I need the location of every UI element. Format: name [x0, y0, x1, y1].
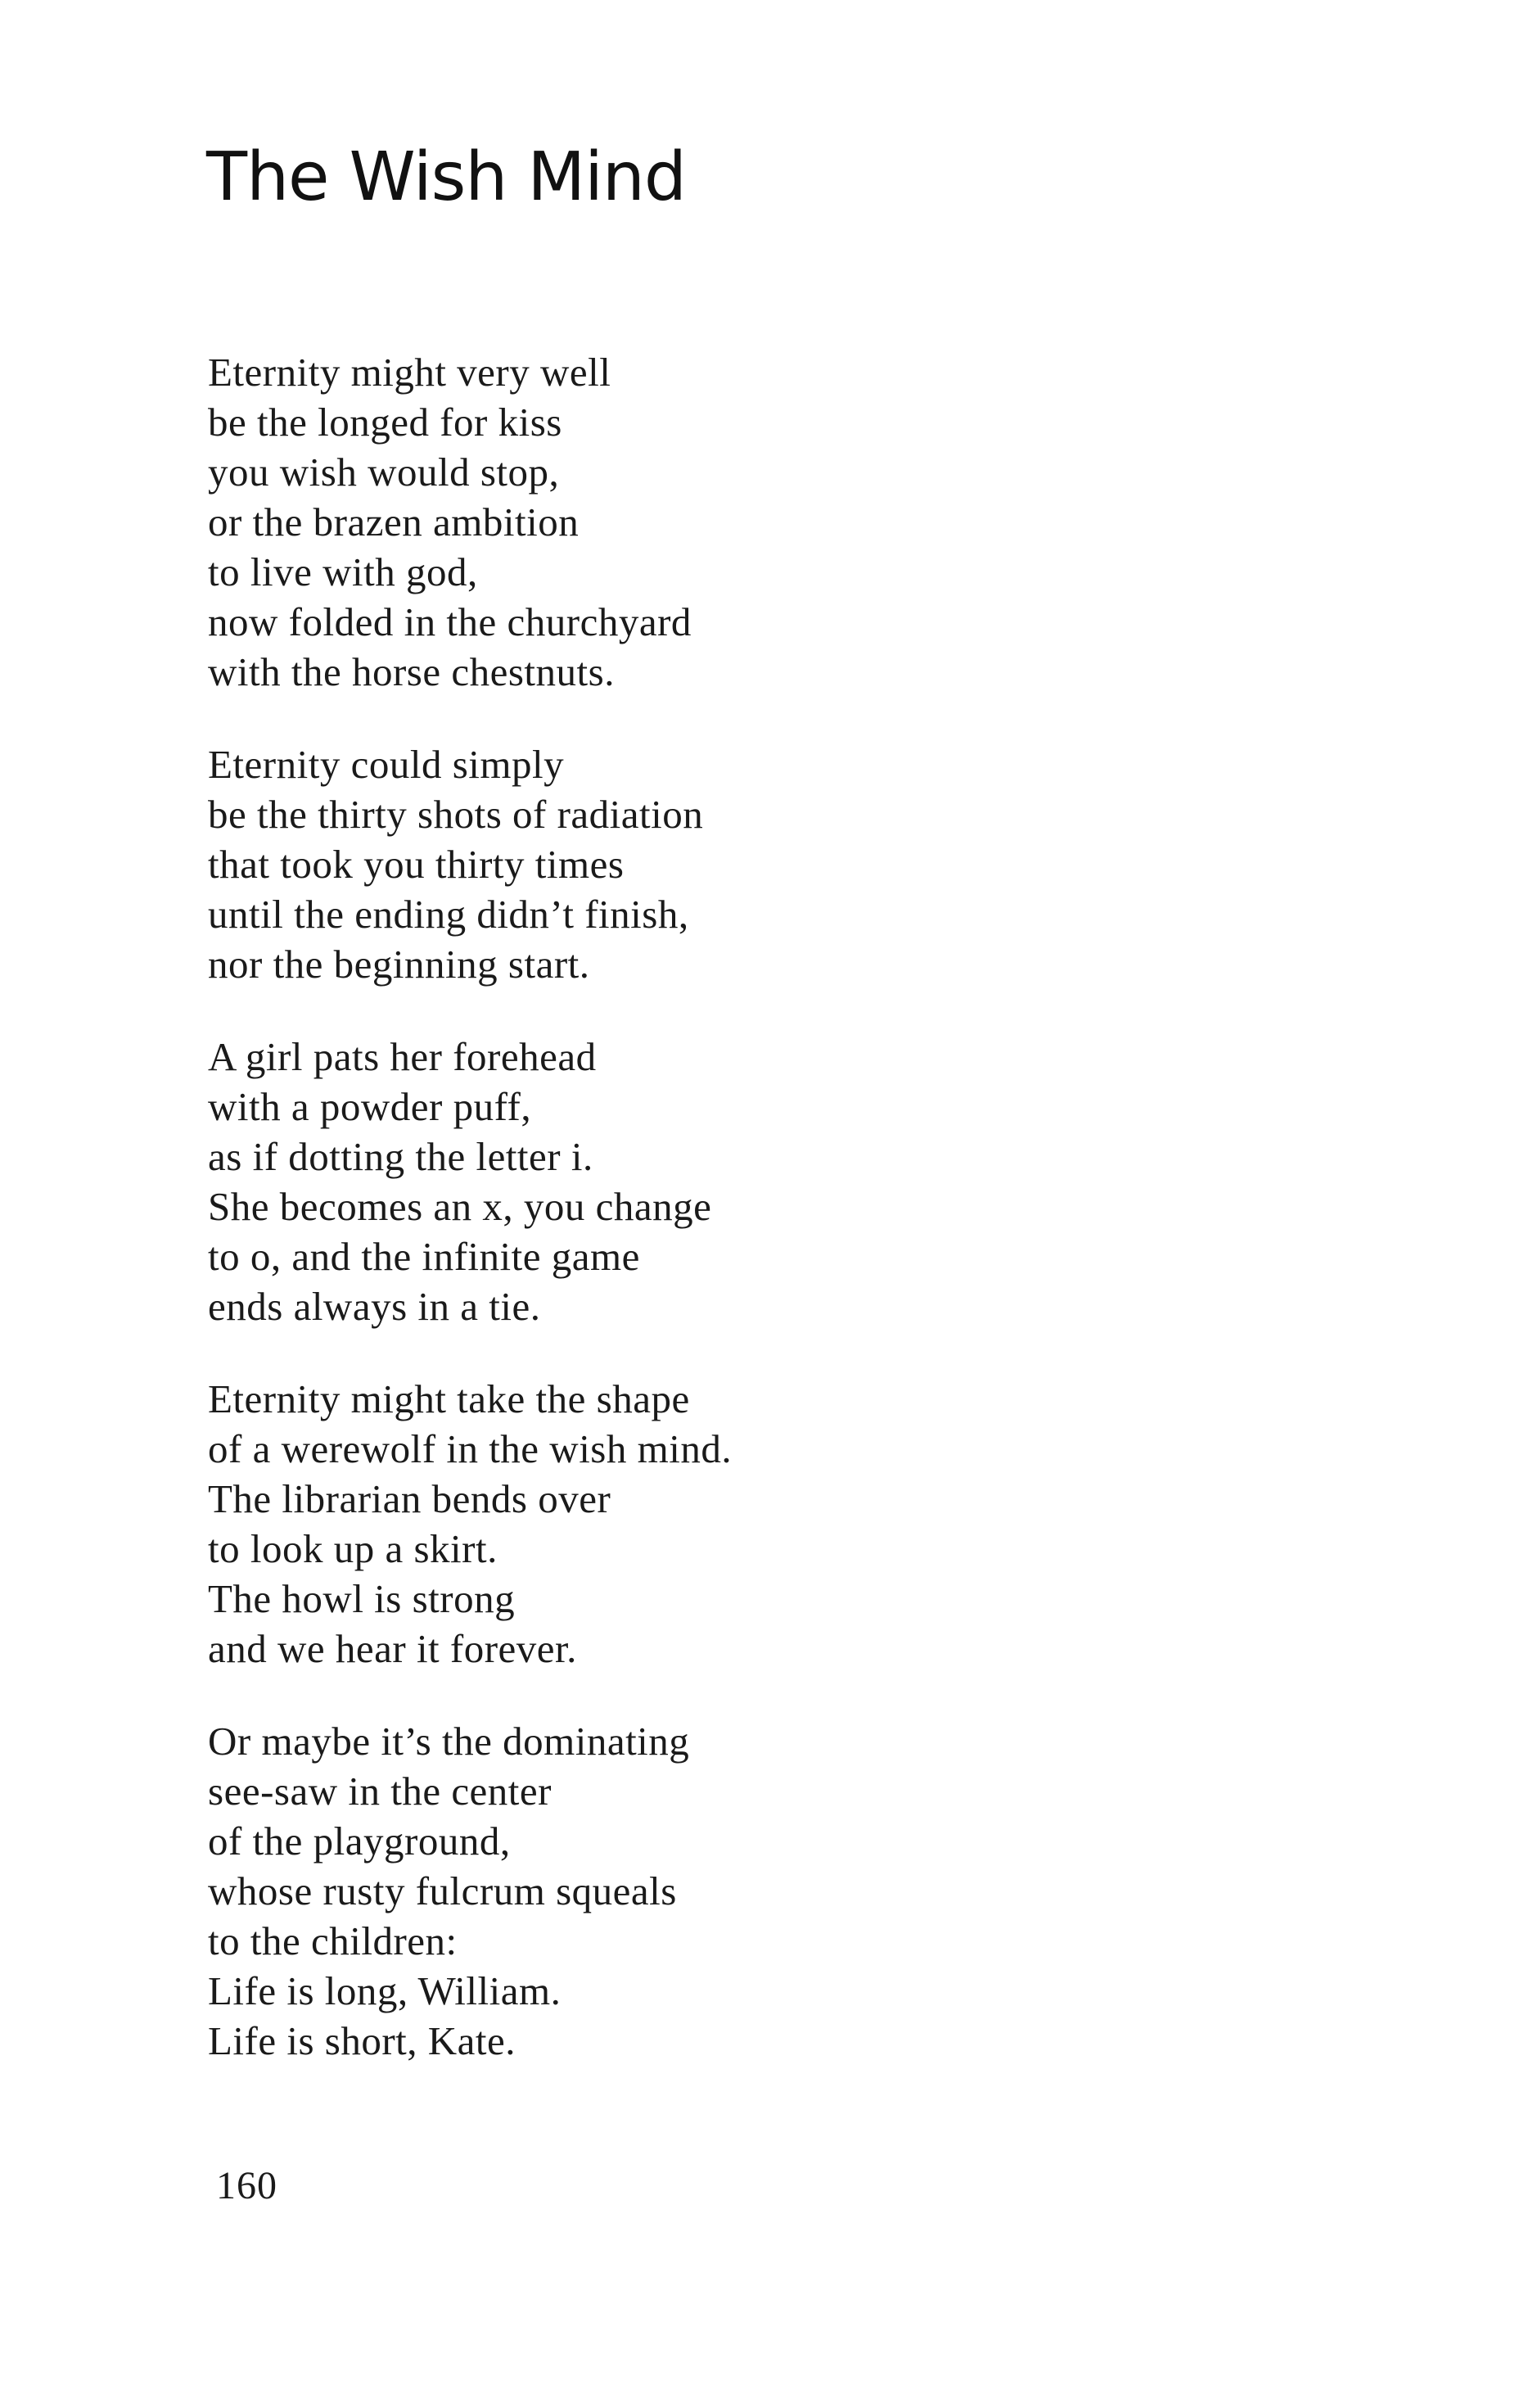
poem-line: Eternity might very well: [208, 350, 611, 395]
poem-line: Life is long, William.: [208, 1968, 562, 2013]
poem-line: ends always in a tie.: [208, 1284, 541, 1329]
poem-line: you wish would stop,: [208, 450, 560, 495]
poem-line: nor the beginning start.: [208, 942, 590, 987]
poem-line: and we hear it forever.: [208, 1626, 577, 1671]
poem-line: Life is short, Kate.: [208, 2018, 516, 2063]
poem-line: of the playground,: [208, 1818, 511, 1864]
stanza-2: [208, 739, 1354, 989]
poem-line: that took you thirty times: [208, 842, 625, 887]
stanza-1: [208, 347, 1354, 697]
poem-line: of a werewolf in the wish mind.: [208, 1426, 733, 1471]
poem-line: to the children:: [208, 1918, 458, 1963]
poem-line: with a powder puff,: [208, 1084, 532, 1129]
poem-line: whose rusty fulcrum squeals: [208, 1868, 677, 1913]
poem-line: Eternity might take the shape: [208, 1376, 690, 1421]
poem-line: She becomes an x, you change: [208, 1184, 712, 1229]
poem-line: as if dotting the letter i.: [208, 1134, 593, 1179]
poem-line: be the thirty shots of radiation: [208, 792, 704, 837]
poem-line: to look up a skirt.: [208, 1526, 498, 1571]
poem-line: with the horse chestnuts.: [208, 649, 615, 694]
stanza-3: [208, 1032, 1354, 1331]
stanza-5: [208, 1716, 1354, 2066]
poem-line: The howl is strong: [208, 1576, 516, 1621]
poem-line: see-saw in the center: [208, 1769, 552, 1814]
poem-line: be the longed for kiss: [208, 400, 562, 445]
poem-line: to o, and the infinite game: [208, 1234, 640, 1279]
poem-line: Or maybe it’s the dominating: [208, 1719, 690, 1764]
poem-body: [208, 347, 1354, 2108]
poem-title: The Wish Mind: [206, 138, 686, 216]
poem-line: The librarian bends over: [208, 1476, 611, 1521]
poem-line: Eternity could simply: [208, 742, 565, 787]
poem-line: A girl pats her forehead: [208, 1034, 597, 1079]
poem-line: now folded in the churchyard: [208, 599, 692, 644]
page-number: 160: [216, 2164, 277, 2207]
poem-line: to live with god,: [208, 549, 478, 594]
poem-line: until the ending didn’t finish,: [208, 892, 689, 937]
stanza-4: [208, 1374, 1354, 1674]
poem-line: or the brazen ambition: [208, 499, 580, 544]
